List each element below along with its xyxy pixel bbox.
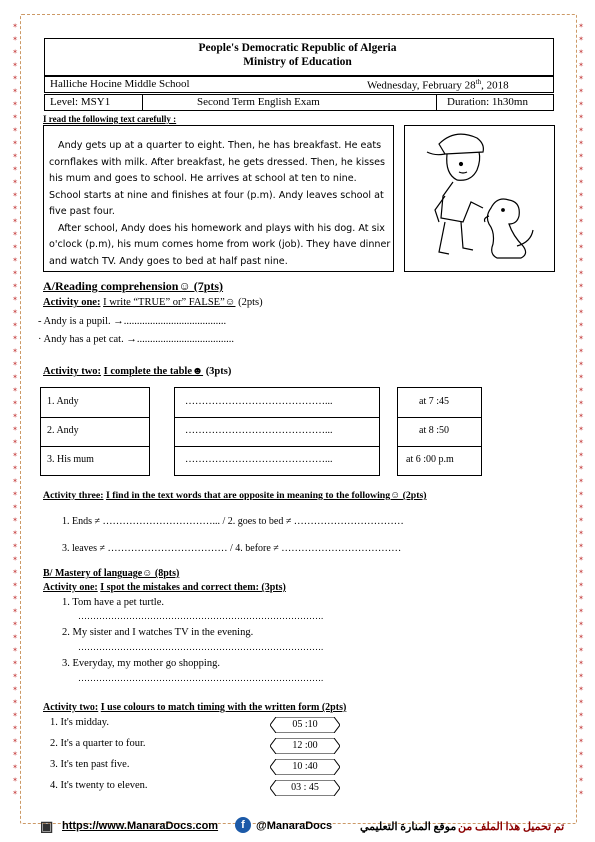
- activity-a3-heading: Activity three: I find in the text words that are opposite in meaning to the following☺ (2pts): [43, 490, 427, 501]
- correction-line-2[interactable]: ……………………………………………………………………….: [78, 642, 324, 652]
- mistake-item-1: 1. Tom have a pet turtle.: [62, 597, 165, 608]
- country-title: People's Democratic Republic of Algeria: [198, 42, 397, 54]
- table-blank-2[interactable]: ……………………………………...: [185, 425, 333, 436]
- computer-icon: ▣: [40, 820, 54, 835]
- activity-b2-heading: Activity two: I use colours to match timing with the written form (2pts): [43, 702, 347, 713]
- opposites-line-1[interactable]: 1. Ends ≠ ……………………………... / 2. goes to bed ≠ ……………………………: [62, 516, 404, 527]
- footer-handle[interactable]: @ManaraDocs: [256, 820, 333, 832]
- boy-with-dog-illustration: [404, 125, 555, 272]
- table-blank-1[interactable]: ……………………………………...: [185, 396, 333, 407]
- footer-arabic-download: تم تحميل هذا الملف من: [458, 821, 565, 833]
- time-sentence-1[interactable]: 1. It's midday.: [50, 717, 109, 728]
- time-sentence-4[interactable]: 4. It's twenty to eleven.: [50, 780, 148, 791]
- opposites-line-2[interactable]: 3. leaves ≠ ……………………………… / 4. before ≠ ………………………………: [62, 543, 402, 554]
- table-time-3: at 6 :00 p.m: [406, 454, 454, 465]
- table-time-1: at 7 :45: [419, 396, 449, 407]
- exam-title: Second Term English Exam: [197, 96, 320, 108]
- boy-dog-drawing: [405, 126, 554, 271]
- footer-url[interactable]: https://www.ManaraDocs.com: [62, 820, 219, 832]
- reading-instruction: I read the following text carefully :: [43, 114, 177, 124]
- reading-passage: [49, 138, 391, 270]
- section-b-title: B/ Mastery of language☺ (8pts): [43, 568, 180, 579]
- level: Level: MSY1: [50, 96, 111, 108]
- table-col-action: [174, 387, 380, 476]
- section-a-title: A/Reading comprehension☺ (7pts): [43, 279, 224, 293]
- activity-a1-heading: Activity one: I write “TRUE” or” FALSE”☺ (2pts): [43, 297, 263, 308]
- activity-b1-heading: Activity one: I spot the mistakes and correct them: (3pts): [43, 582, 286, 593]
- footer-arabic-site: موقع المنارة التعليمي: [360, 821, 457, 833]
- table-col-time: [397, 387, 482, 476]
- facebook-icon[interactable]: f: [235, 817, 251, 833]
- true-false-item-2[interactable]: · Andy has a pet cat. →.....................................: [38, 334, 234, 345]
- time-sentence-3[interactable]: 3. It's ten past five.: [50, 759, 130, 770]
- table-time-2: at 8 :50: [419, 425, 449, 436]
- left-border-stars: ✶ ✶ ✶ ✶ ✶ ✶ ✶ ✶ ✶ ✶ ✶ ✶ ✶ ✶ ✶ ✶ ✶ ✶ ✶ ✶ ✶ ✶ ✶ ✶ ✶ ✶ ✶ ✶ ✶ ✶ ✶ ✶ ✶ ✶ ✶ ✶ ✶ ✶ ✶ ✶ ✶ ✶ ✶ ✶ ✶ ✶ ✶ ✶ ✶ ✶ ✶ ✶ ✶ ✶ ✶ ✶ ✶ ✶ ✶ ✶: [12, 22, 18, 797]
- true-false-item-1[interactable]: - Andy is a pupil. →.......................................: [38, 316, 227, 327]
- mistake-item-3: 3. Everyday, my mother go shopping.: [62, 658, 220, 669]
- school-row: [44, 76, 554, 93]
- table-col-who: [40, 387, 150, 476]
- time-box-3[interactable]: 10 :40: [270, 759, 340, 775]
- table-who-3: 3. His mum: [47, 454, 94, 465]
- reading-text-box: [43, 125, 394, 272]
- activity-a2-heading: Activity two: I complete the table☻ (3pts): [43, 366, 232, 377]
- table-blank-3[interactable]: ……………………………………...: [185, 454, 333, 465]
- table-who-2: 2. Andy: [47, 425, 79, 436]
- time-box-2[interactable]: 12 :00: [270, 738, 340, 754]
- ministry-title: Ministry of Education: [243, 56, 352, 68]
- exam-info-row: [44, 94, 554, 111]
- school-name: Halliche Hocine Middle School: [50, 78, 190, 90]
- footer-bar: [40, 816, 580, 838]
- table-who-1: 1. Andy: [47, 396, 79, 407]
- correction-line-3[interactable]: ……………………………………………………………………….: [78, 673, 324, 683]
- correction-line-1[interactable]: ……………………………………………………………………….: [78, 611, 324, 621]
- reading-paragraph-2: After school, Andy does his homework and plays with his dog. At six o'clock (p.m), his mum comes home from work (job). They have dinner and watch TV. Andy goes to bed at half past nine.: [49, 222, 391, 267]
- duration: Duration: 1h30mn: [447, 96, 528, 108]
- time-sentence-2[interactable]: 2. It's a quarter to four.: [50, 738, 146, 749]
- reading-paragraph-1: Andy gets up at a quarter to eight. Then, he has breakfast. He eats cornflakes with milk. After breakfast, he gets dressed. Then, he kisses his mum and goes to school. He arrives at school at ten to nine. School starts at nine and finishes at four (p.m). Andy leaves school at five past four.: [49, 140, 386, 217]
- exam-date: Wednesday, February 28th, 2018: [367, 78, 509, 92]
- time-box-1[interactable]: 05 :10: [270, 717, 340, 733]
- time-box-4[interactable]: 03 : 45: [270, 780, 340, 796]
- mistake-item-2: 2. My sister and I watches TV in the evening.: [62, 627, 254, 638]
- right-border-stars: ✶ ✶ ✶ ✶ ✶ ✶ ✶ ✶ ✶ ✶ ✶ ✶ ✶ ✶ ✶ ✶ ✶ ✶ ✶ ✶ ✶ ✶ ✶ ✶ ✶ ✶ ✶ ✶ ✶ ✶ ✶ ✶ ✶ ✶ ✶ ✶ ✶ ✶ ✶ ✶ ✶ ✶ ✶ ✶ ✶ ✶ ✶ ✶ ✶ ✶ ✶ ✶ ✶ ✶ ✶ ✶ ✶ ✶ ✶ ✶: [578, 22, 584, 797]
